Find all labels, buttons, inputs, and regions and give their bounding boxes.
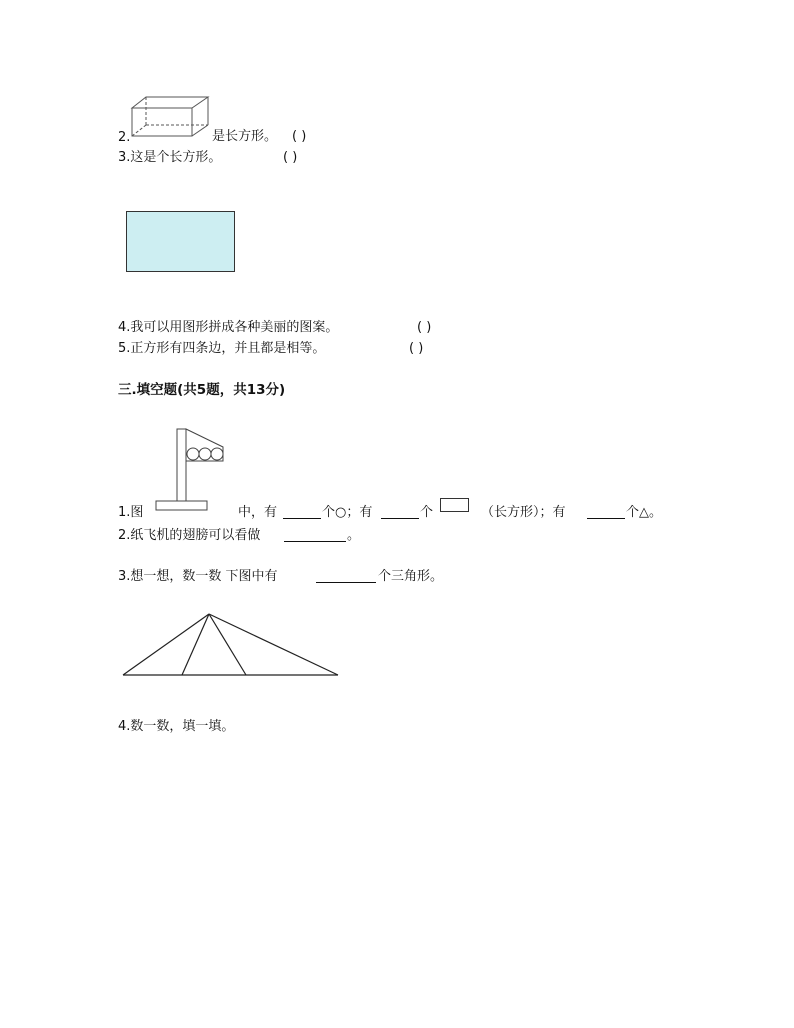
q4-text: 4.我可以用图形拼成各种美丽的图案。 [118,320,339,335]
q5-answer-paren[interactable]: ( ) [409,341,424,356]
f1-unit-triangle: 个△。 [626,505,662,520]
f1-triangle-count-blank[interactable] [587,505,625,519]
f1-prefix: 1.图 [118,505,144,520]
f1-mid: 中，有 [238,505,278,520]
f1-rect-label: （长方形）；有 [481,505,566,520]
f1-unit-rect: 个 [420,505,434,520]
f2-answer-blank[interactable] [284,528,346,542]
traffic-signal-figure [155,428,227,514]
f4-text: 4.数一数，填一填。 [118,719,235,734]
q2-number: 2. [118,130,131,145]
q3-answer-paren[interactable]: ( ) [283,150,298,165]
f3-end: 个三角形。 [378,569,444,584]
f1-rect-count-blank[interactable] [381,505,419,519]
f1-circle-count-blank[interactable] [283,505,321,519]
q5-text: 5.正方形有四条边，并且都是相等。 [118,341,326,356]
q2-answer-paren[interactable]: ( ) [292,129,307,144]
f1-unit-circle: 个○；有 [322,505,373,520]
triangle-figure [120,612,342,678]
section-3-title: 三.填空题(共5题，共13分) [118,382,286,398]
f3-text: 3.想一想，数一数 下图中有 [118,569,278,584]
small-rectangle-icon [440,498,469,512]
f3-answer-blank[interactable] [316,569,376,583]
q2-text: 是长方形。 [212,129,278,144]
q3-text: 3.这是个长方形。 [118,150,222,165]
f2-end: 。 [347,528,361,543]
light-blue-rectangle [126,211,235,272]
cuboid-figure [131,96,209,138]
q4-answer-paren[interactable]: ( ) [417,320,432,335]
f2-text: 2.纸飞机的翅膀可以看做 [118,528,261,543]
